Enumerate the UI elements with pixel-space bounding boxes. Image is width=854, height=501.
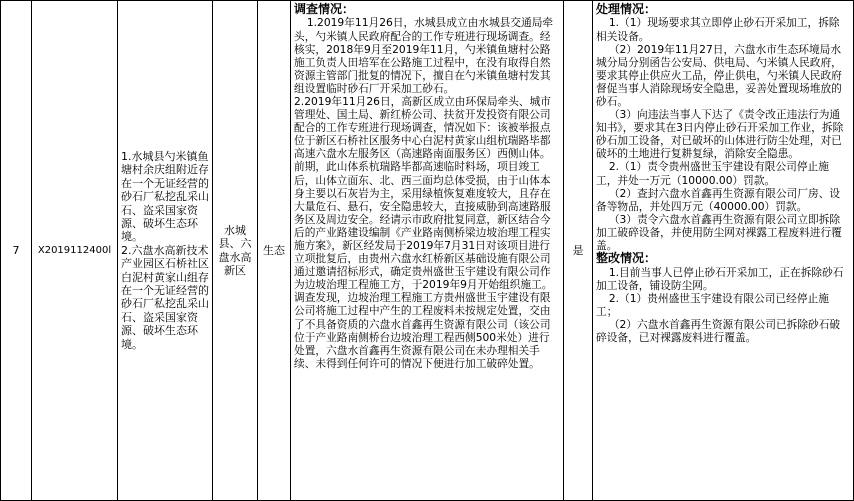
rectification-item: 1.目前当事人已停止砂石开采加工，正在拆除砂石加工设备，铺设防尘网。 <box>596 265 844 292</box>
complaint-text: 1.水城县勺米镇鱼塘村余庆组附近存在一个无证经营的砂石厂私挖乱采山石、盗采国家资源、破坏生态环境。 2.六盘水高新技术产业园区石桥社区白泥村黄家山组存在一个无证经营的砂石厂私挖乱采山石、盗采国家资源、破坏生态环境。 <box>121 149 209 351</box>
investigation-paragraph-2: 2.2019年11月26日，高新区成立由环保局牵头、城市管理处、国土局、新红桥公司、扶贫开发投资有限公司配合的工作专班进行现场调查，情况如下：该被举报点位于新区石桥社区服务中心白泥村黄家山组杭瑞路毕都高速六盘水左服务区（高速路南面服务区）西侧山体。前期，此山体系杭瑞路毕都高速临时料场，项目竣工后，山体立面东、北、西三面均总体受损，由于山体本身主要以石灰岩为主，采用绿植恢复难度较大，且存在大量危石、悬石，安全隐患较大，直接威胁到高速路服务区及周边安全。经请示市政府批复同意，新区结合今后的产业路建设编制《产业路南侧桥梁边坡治理工程实施方案》，新区经发局于2019年7月31日对该项目进行立项批复后，由贵州六盘水红桥新区基础设施有限公司通过邀请招标形式，确定贵州盛世玉宇建设有限公司作为边坡治理工程施工方，于2019年9月开始组织施工。 调查发现，边坡治理工程施工方贵州盛世玉宇建设有限公司将施工过程中产生的工程废料未按规定处置，交由了不具备资质的六盘水首鑫再生资源有限公司（该公司位于产业路南侧桥台边坡治理工程西侧500米处）进行处置，六盘水首鑫再生资源有限公司在未办理相关手续、未得到任何许可的情况下便进行加工破碎处置。 <box>294 94 553 370</box>
processing-cell <box>593 1 854 501</box>
processing-item: （3）向违法当事人下达了《责令改正违法行为通知书》，要求其在3日内停止砂石开采加工作业，拆除砂石加工设备，对已破坏的山体进行防尘处理，对已破坏的土地进行复耕复绿，消除安全隐患。 <box>596 108 844 161</box>
pollution-type: 生态 <box>258 1 291 501</box>
rectification-item: （2）六盘水首鑫再生资源有限公司已拆除砂石破碎设备，已对裸露废料进行覆盖。 <box>596 317 841 344</box>
table-row <box>1 1 854 501</box>
complaint-content <box>118 1 213 501</box>
rectification-heading: 整改情况： <box>596 251 657 266</box>
processing-item: （2）查封六盘水首鑫再生资源有限公司厂房、设备等物品，并处四万元（40000.00）罚款。 <box>596 186 841 213</box>
processing-item: 2.（1）责令贵州盛世玉宇建设有限公司停止施工，并处一万元（10000.00）罚款。 <box>596 160 829 187</box>
processing-item: （2）2019年11月27日，六盘水市生态环境局水城分局分别函告公安局、供电局、勺米镇人民政府，要求其停止供应火工品，停止供电，勺米镇人民政府督促当事人消除现场安全隐患，妥善处置现场堆放的砂石。 <box>596 42 842 108</box>
verified-flag: 是 <box>564 1 593 501</box>
investigation-paragraph-1: 1.2019年11月26日，水城县成立由水城县交通局牵头，勺米镇人民政府配合的工作专班进行现场调查。经核实，2018年9月至2019年11月，勺米镇鱼塘村公路施工负责人田培军在公路施工过程中，在没有取得自然资源主管部门批复的情况下，擅自在勺米镇鱼塘村发其组设置临时砂石厂开采加工砂石。 <box>294 16 554 95</box>
processing-item: 1.（1）现场要求其立即停止砂石开采加工，拆除相关设备。 <box>596 16 840 43</box>
processing-heading: 处理情况： <box>596 2 657 16</box>
investigation-heading: 调查情况： <box>294 2 355 16</box>
processing-item: （3）责令六盘水首鑫再生资源有限公司立即拆除加工破碎设备，并使用防尘网对裸露工程废料进行覆盖。 <box>596 212 842 252</box>
administrative-area: 水城县、六盘水高新区 <box>213 1 258 501</box>
row-number: 7 <box>1 1 32 501</box>
investigation-cell <box>291 1 564 501</box>
rectification-item: 2.（1）贵州盛世玉宇建设有限公司已经停止施工； <box>596 291 829 318</box>
case-code: X2019112400l <box>32 1 118 501</box>
